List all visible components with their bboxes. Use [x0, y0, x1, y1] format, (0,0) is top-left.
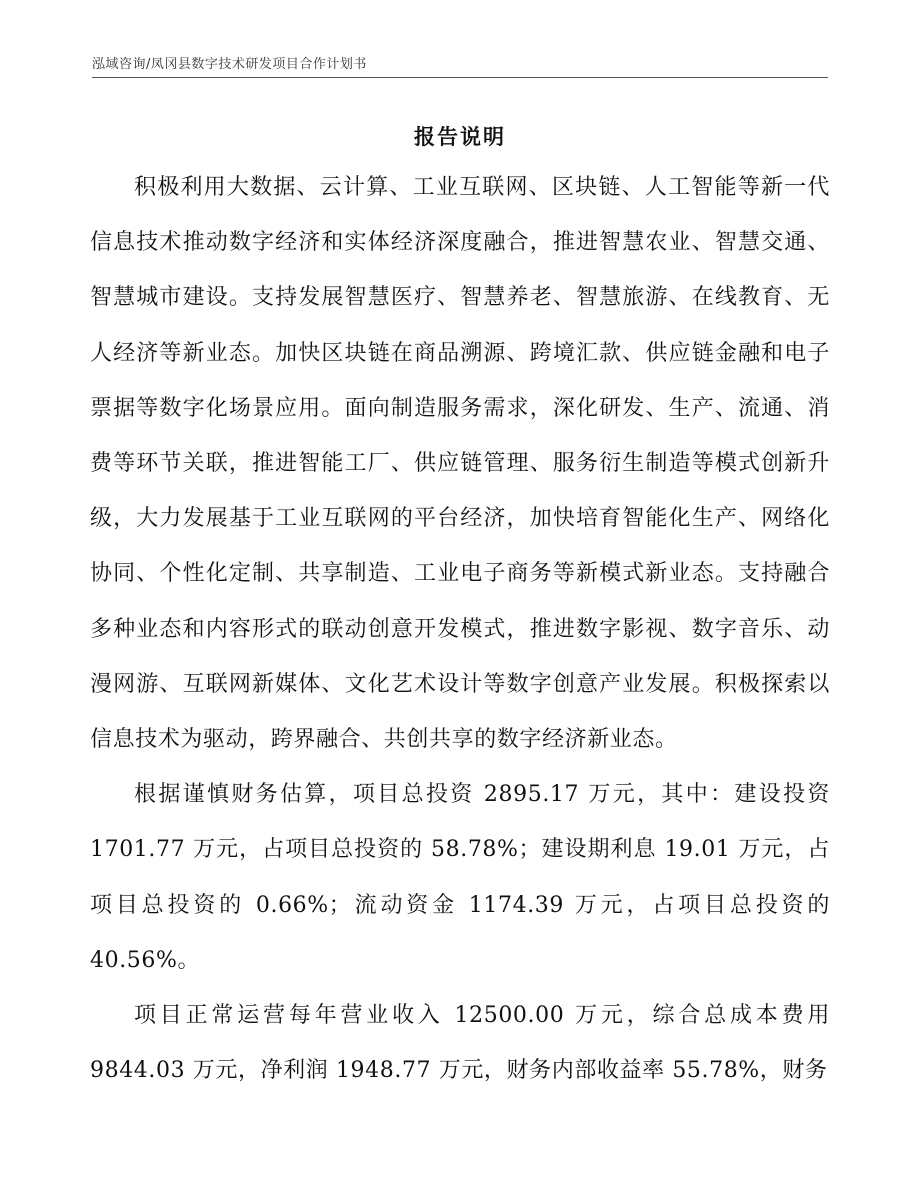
header-divider	[92, 77, 828, 78]
paragraph-revenue: 项目正常运营每年营业收入 12500.00 万元，综合总成本费用 9844.03 万元，净利润 1948.77 万元，财务内部收益率 55.78%，财务	[90, 1003, 830, 1084]
body-text	[90, 160, 830, 1098]
running-header: 泓域咨询/凤冈县数字技术研发项目合作计划书	[92, 57, 367, 72]
paragraph-policy: 积极利用大数据、云计算、工业互联网、区块链、人工智能等新一代信息技术推动数字经济和实体经济深度融合，推进智慧农业、智慧交通、智慧城市建设。支持发展智慧医疗、智慧养老、智慧旅游、在线教育、无人经济等新业态。加快区块链在商品溯源、跨境汇款、供应链金融和电子票据等数字化场景应用。面向制造服务需求，深化研发、生产、流通、消费等环节关联，推进智能工厂、供应链管理、服务衍生制造等模式创新升级，大力发展基于工业互联网的平台经济，加快培育智能化生产、网络化协同、个性化定制、共享制造、工业电子商务等新模式新业态。支持融合多种业态和内容形式的联动创意开发模式，推进数字影视、数字音乐、动漫网游、互联网新媒体、文化艺术设计等数字创意产业发展。积极探索以信息技术为驱动，跨界融合、共创共享的数字经济新业态。	[90, 175, 830, 753]
paragraph-investment: 根据谨慎财务估算，项目总投资 2895.17 万元，其中：建设投资 1701.77 万元，占项目总投资的 58.78%；建设期利息 19.01 万元，占项目总投资的 0.66%；流动资金 1174.39 万元，占项目总投资的 40.56%。	[90, 782, 830, 973]
section-title: 报告说明	[414, 125, 506, 149]
